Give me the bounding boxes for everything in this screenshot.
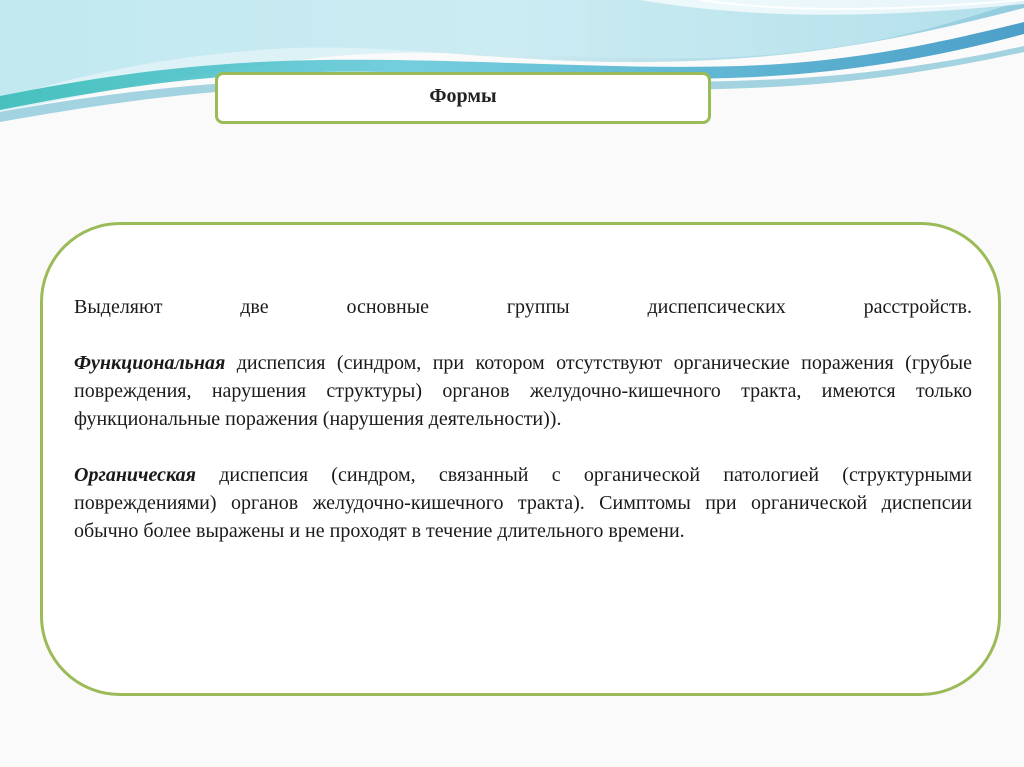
organic-term: Органическая xyxy=(74,464,196,486)
functional-paragraph xyxy=(74,349,972,433)
functional-term: Функциональная xyxy=(74,352,226,374)
organic-text: диспепсия (синдром, связанный с органической патологией (структурными повреждениями) органов желудочно-кишечного тракта). Симптомы при органической диспепсии обычно более выражены и не проходят в течение длительного времени. xyxy=(74,464,972,542)
content-box xyxy=(40,222,1001,696)
organic-paragraph xyxy=(74,461,972,545)
slide-title: Формы xyxy=(429,84,497,107)
title-box xyxy=(215,72,711,124)
functional-text: диспепсия (синдром, при котором отсутствуют органические поражения (грубые повреждения, нарушения структуры) органов желудочно-кишечного тракта, имеются только функциональные поражения (нарушения деятельности)). xyxy=(74,352,972,430)
intro-paragraph: Выделяют две основные группы диспепсических расстройств. xyxy=(74,296,972,318)
content-text xyxy=(74,293,972,573)
